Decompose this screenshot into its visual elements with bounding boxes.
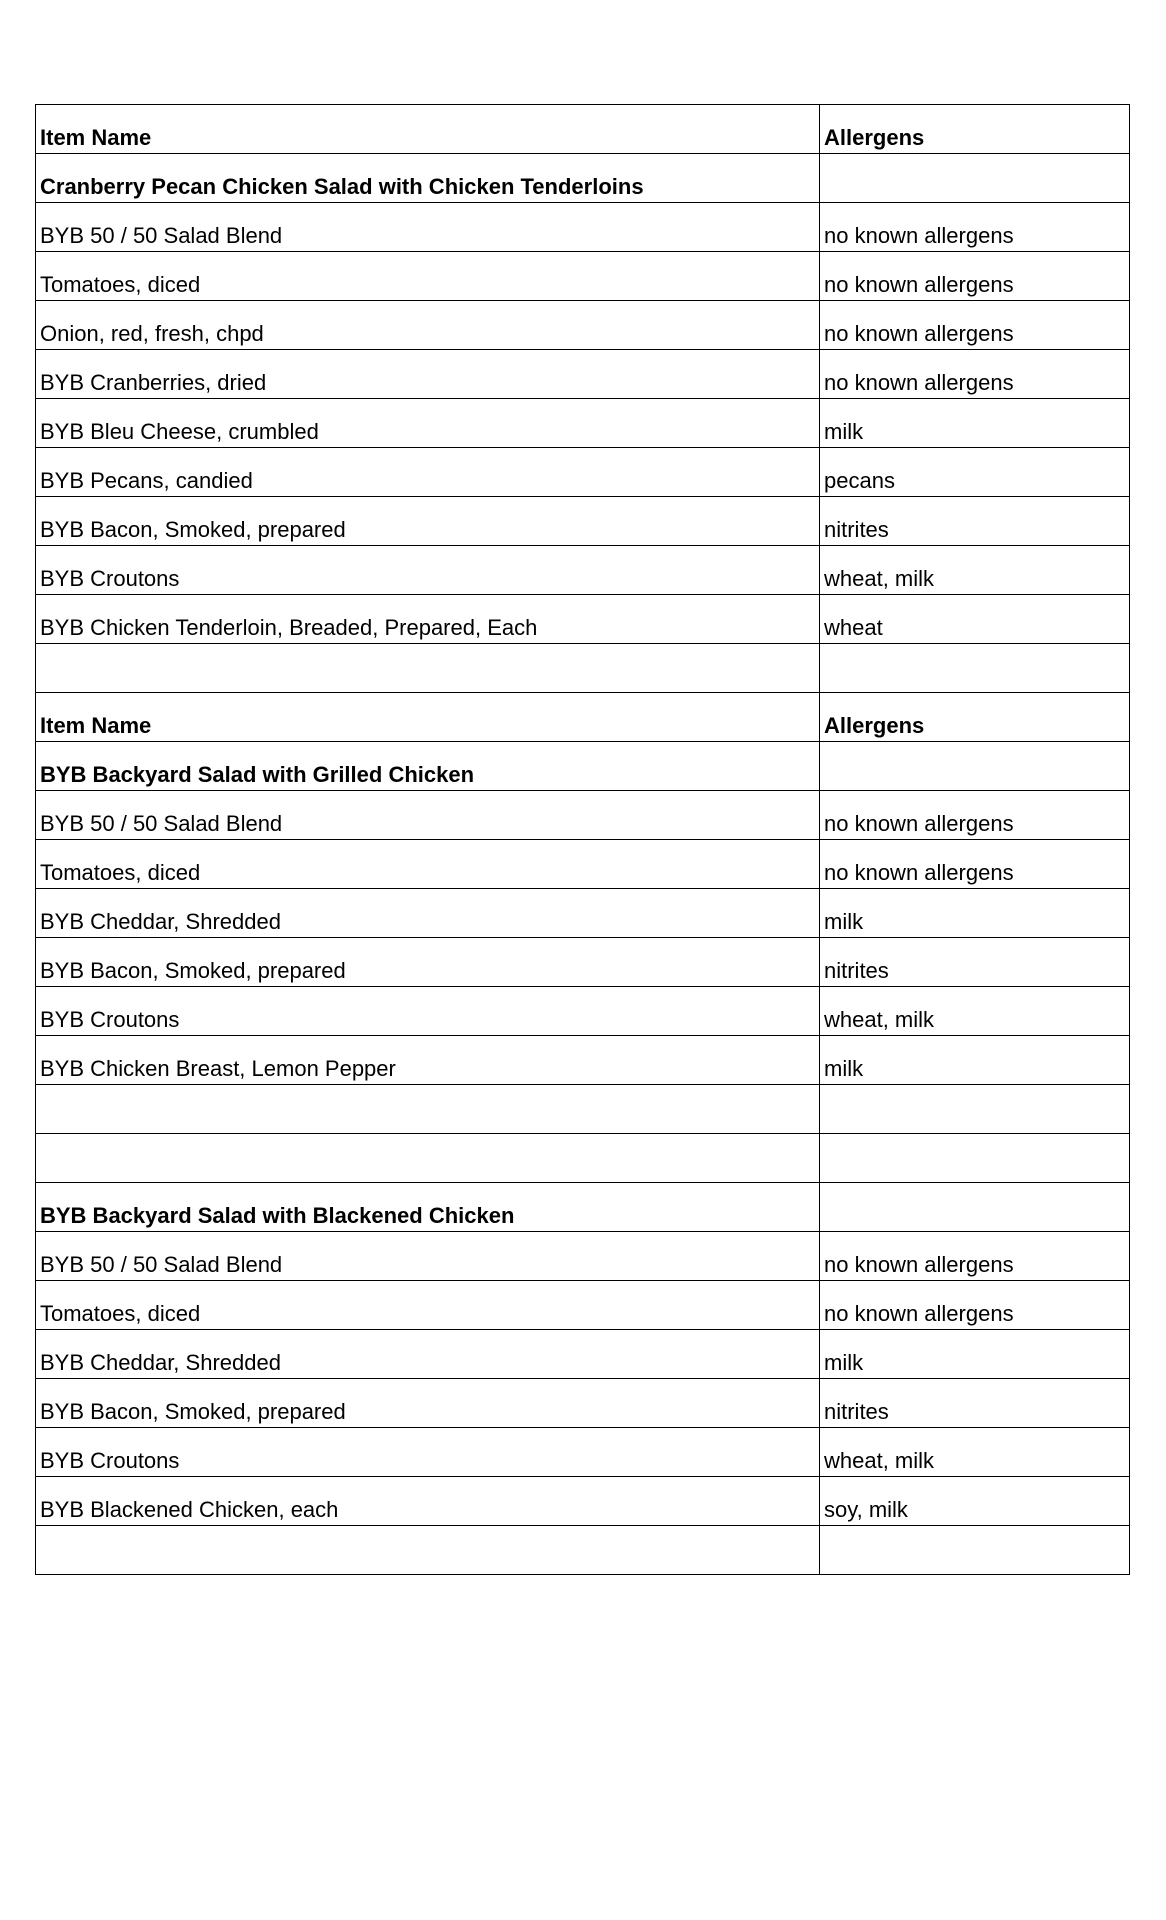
allergens-cell: [820, 1526, 1130, 1575]
item-name-cell: BYB Bacon, Smoked, prepared: [36, 938, 820, 987]
item-name-cell: BYB Pecans, candied: [36, 448, 820, 497]
allergens-cell: no known allergens: [820, 301, 1130, 350]
table-row: [36, 350, 1130, 399]
allergens-cell: no known allergens: [820, 252, 1130, 301]
allergen-table: [35, 104, 1130, 1575]
allergens-cell: no known allergens: [820, 1281, 1130, 1330]
item-name-cell: [36, 644, 820, 693]
table-row: [36, 1428, 1130, 1477]
table-row: [36, 1036, 1130, 1085]
allergen-table-body: [36, 105, 1130, 1575]
item-name-cell: BYB 50 / 50 Salad Blend: [36, 203, 820, 252]
table-row: [36, 497, 1130, 546]
item-name-cell: BYB Bleu Cheese, crumbled: [36, 399, 820, 448]
table-row: [36, 546, 1130, 595]
table-row: [36, 448, 1130, 497]
item-name-cell: BYB Bacon, Smoked, prepared: [36, 1379, 820, 1428]
allergens-cell: no known allergens: [820, 350, 1130, 399]
blank-row: [36, 1134, 1130, 1183]
allergens-header: Allergens: [820, 693, 1130, 742]
allergens-cell: [820, 1134, 1130, 1183]
table-row: [36, 399, 1130, 448]
item-name-cell: BYB Croutons: [36, 546, 820, 595]
column-header-row: [36, 105, 1130, 154]
section-title-row: [36, 154, 1130, 203]
allergens-cell: [820, 1183, 1130, 1232]
allergens-cell: wheat, milk: [820, 987, 1130, 1036]
allergens-cell: no known allergens: [820, 840, 1130, 889]
allergens-cell: nitrites: [820, 1379, 1130, 1428]
table-row: [36, 840, 1130, 889]
item-name-cell: [36, 1085, 820, 1134]
allergens-cell: wheat, milk: [820, 1428, 1130, 1477]
item-name-cell: BYB 50 / 50 Salad Blend: [36, 1232, 820, 1281]
table-row: [36, 1477, 1130, 1526]
blank-row: [36, 1526, 1130, 1575]
item-name-cell: BYB Chicken Breast, Lemon Pepper: [36, 1036, 820, 1085]
section-title: Cranberry Pecan Chicken Salad with Chicken Tenderloins: [36, 154, 820, 203]
allergens-cell: no known allergens: [820, 203, 1130, 252]
allergens-cell: milk: [820, 1330, 1130, 1379]
table-row: [36, 889, 1130, 938]
column-header-row: [36, 693, 1130, 742]
table-row: [36, 1379, 1130, 1428]
item-name-cell: BYB Cheddar, Shredded: [36, 889, 820, 938]
table-row: [36, 252, 1130, 301]
blank-row: [36, 644, 1130, 693]
item-name-cell: BYB Croutons: [36, 987, 820, 1036]
allergens-cell: [820, 644, 1130, 693]
item-name-cell: BYB Chicken Tenderloin, Breaded, Prepared, Each: [36, 595, 820, 644]
item-name-cell: [36, 1134, 820, 1183]
allergens-cell: [820, 154, 1130, 203]
section-title-row: [36, 1183, 1130, 1232]
section-title: BYB Backyard Salad with Grilled Chicken: [36, 742, 820, 791]
item-name-cell: [36, 1526, 820, 1575]
item-name-cell: BYB 50 / 50 Salad Blend: [36, 791, 820, 840]
item-name-cell: BYB Bacon, Smoked, prepared: [36, 497, 820, 546]
allergens-cell: pecans: [820, 448, 1130, 497]
table-row: [36, 595, 1130, 644]
allergens-cell: nitrites: [820, 938, 1130, 987]
table-row: [36, 1330, 1130, 1379]
table-row: [36, 938, 1130, 987]
allergens-cell: [820, 1085, 1130, 1134]
allergens-cell: nitrites: [820, 497, 1130, 546]
allergens-header: Allergens: [820, 105, 1130, 154]
item-name-cell: Onion, red, fresh, chpd: [36, 301, 820, 350]
allergens-cell: wheat: [820, 595, 1130, 644]
allergens-cell: [820, 742, 1130, 791]
table-row: [36, 791, 1130, 840]
table-row: [36, 1281, 1130, 1330]
item-name-cell: BYB Blackened Chicken, each: [36, 1477, 820, 1526]
item-name-cell: BYB Croutons: [36, 1428, 820, 1477]
table-row: [36, 1232, 1130, 1281]
item-name-cell: BYB Cranberries, dried: [36, 350, 820, 399]
allergens-cell: no known allergens: [820, 791, 1130, 840]
allergens-cell: soy, milk: [820, 1477, 1130, 1526]
item-name-header: Item Name: [36, 105, 820, 154]
item-name-cell: Tomatoes, diced: [36, 840, 820, 889]
allergens-cell: wheat, milk: [820, 546, 1130, 595]
item-name-header: Item Name: [36, 693, 820, 742]
table-row: [36, 301, 1130, 350]
table-row: [36, 203, 1130, 252]
item-name-cell: BYB Cheddar, Shredded: [36, 1330, 820, 1379]
allergens-cell: milk: [820, 399, 1130, 448]
section-title-row: [36, 742, 1130, 791]
allergens-cell: milk: [820, 889, 1130, 938]
allergens-cell: milk: [820, 1036, 1130, 1085]
section-title: BYB Backyard Salad with Blackened Chicken: [36, 1183, 820, 1232]
table-row: [36, 987, 1130, 1036]
blank-row: [36, 1085, 1130, 1134]
item-name-cell: Tomatoes, diced: [36, 252, 820, 301]
item-name-cell: Tomatoes, diced: [36, 1281, 820, 1330]
allergens-cell: no known allergens: [820, 1232, 1130, 1281]
